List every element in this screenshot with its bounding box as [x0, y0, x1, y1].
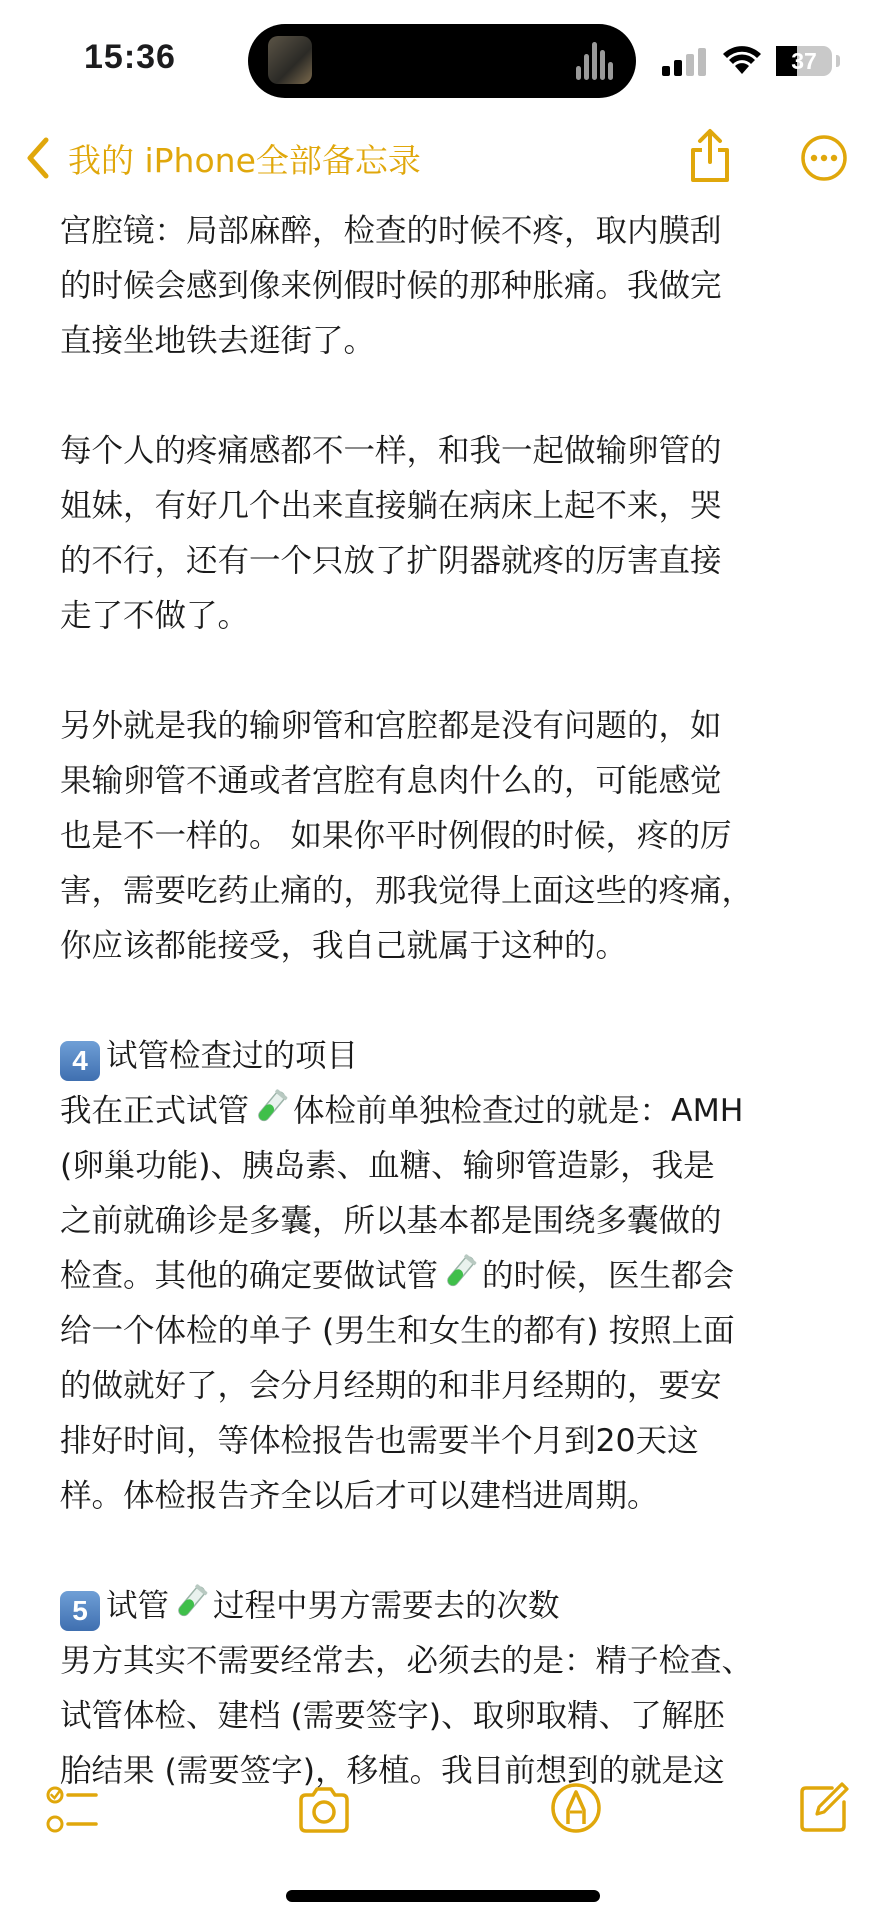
note-line: (卵巢功能)、胰岛素、血糖、输卵管造影，我是 — [60, 1148, 715, 1184]
note-line: 的不行，还有一个只放了扩阴器就疼的厉害直接 — [60, 543, 722, 579]
note-text: 我在正式试管 — [60, 1093, 250, 1129]
test-tube-icon — [171, 1582, 211, 1622]
back-button[interactable] — [24, 134, 421, 182]
section-heading — [60, 1579, 850, 1634]
test-tube-icon — [440, 1252, 480, 1292]
note-line: 排好时间，等体检报告也需要半个月到20天这 — [60, 1423, 699, 1459]
note-line: 害，需要吃药止痛的，那我觉得上面这些的疼痛， — [60, 873, 754, 909]
camera-icon[interactable] — [296, 1782, 352, 1838]
markup-pen-icon[interactable] — [548, 1780, 604, 1836]
signal-icon — [662, 46, 708, 76]
note-line: 的时候会感到像来例假时候的那种胀痛。我做完 — [60, 268, 722, 304]
note-text: 体检前单独检查过的就是：AMH — [293, 1093, 744, 1129]
audio-wave-icon — [576, 40, 618, 80]
compose-icon[interactable] — [796, 1780, 852, 1836]
keycap-4-icon: 4 — [60, 1041, 100, 1081]
note-line — [60, 1249, 850, 1304]
note-line: 胎结果 (需要签字)，移植。我目前想到的就是这 — [60, 1753, 725, 1789]
section-5 — [60, 1579, 850, 1799]
home-indicator[interactable] — [286, 1890, 600, 1902]
note-line: 另外就是我的输卵管和宫腔都是没有问题的，如 — [60, 708, 722, 744]
section-heading-text: 过程中男方需要去的次数 — [213, 1588, 560, 1624]
test-tube-icon — [251, 1087, 291, 1127]
checklist-icon[interactable] — [44, 1782, 100, 1838]
note-line: 走了不做了。 — [60, 598, 250, 634]
note-body[interactable] — [60, 204, 850, 1789]
note-line: 直接坐地铁去逛街了。 — [60, 323, 376, 359]
back-label: 我的 iPhone全部备忘录 — [68, 140, 421, 180]
note-line: 给一个体检的单子 (男生和女生的都有) 按照上面 — [60, 1313, 735, 1349]
note-line: 样。体检报告齐全以后才可以建档进周期。 — [60, 1478, 659, 1514]
note-line — [60, 1084, 850, 1139]
more-icon[interactable] — [800, 134, 848, 182]
note-paragraph — [60, 699, 850, 974]
section-heading — [60, 1029, 850, 1084]
note-line: 试管体检、建档 (需要签字)、取卵取精、了解胚 — [60, 1698, 725, 1734]
section-heading-text: 试管检查过的项目 — [106, 1038, 359, 1074]
note-line: 宫腔镜：局部麻醉，检查的时候不疼，取内膜刮 — [60, 213, 722, 249]
battery-icon — [776, 46, 832, 76]
chevron-left-icon — [24, 136, 54, 180]
keycap-5-icon: 5 — [60, 1591, 100, 1631]
island-artwork-icon — [268, 36, 312, 84]
section-4 — [60, 1029, 850, 1524]
note-line: 你应该都能接受，我自己就属于这种的。 — [60, 928, 628, 964]
note-line: 男方其实不需要经常去，必须去的是：精子检查、 — [60, 1643, 754, 1679]
wifi-icon — [722, 44, 762, 76]
note-line: 每个人的疼痛感都不一样，和我一起做输卵管的 — [60, 433, 722, 469]
note-line: 之前就确诊是多囊，所以基本都是围绕多囊做的 — [60, 1203, 722, 1239]
note-line: 姐妹，有好几个出来直接躺在病床上起不来，哭 — [60, 488, 722, 524]
battery-level: 37 — [791, 48, 817, 74]
section-heading-text: 试管 — [106, 1588, 170, 1624]
note-line: 也是不一样的。 如果你平时例假的时候，疼的厉 — [60, 818, 732, 854]
note-paragraph — [60, 424, 850, 644]
note-text: 的时候，医生都会 — [482, 1258, 735, 1294]
note-paragraph — [60, 204, 850, 369]
note-line: 的做就好了，会分月经期的和非月经期的，要安 — [60, 1368, 722, 1404]
share-icon[interactable] — [686, 128, 734, 184]
battery-cap — [836, 55, 840, 67]
note-line: 果输卵管不通或者宫腔有息肉什么的，可能感觉 — [60, 763, 722, 799]
note-text: 检查。其他的确定要做试管 — [60, 1258, 439, 1294]
status-time: 15:36 — [84, 38, 176, 76]
